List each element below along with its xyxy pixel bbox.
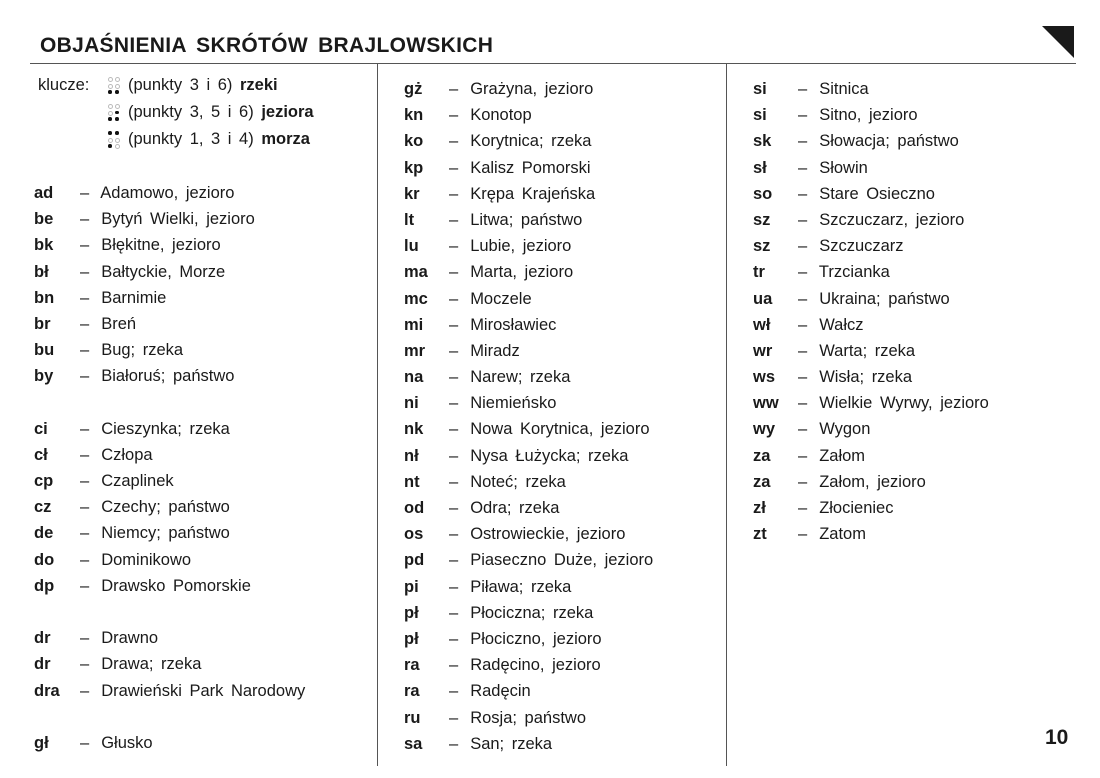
abbreviation-row — [404, 102, 653, 128]
abbreviation-row — [404, 469, 653, 495]
description: Piława; rzeka — [470, 577, 572, 596]
abbreviation: ww — [753, 394, 779, 413]
description: Bytyń Wielki, jezioro — [101, 210, 255, 229]
abbreviation: za — [753, 446, 771, 465]
abbreviation-row — [753, 233, 989, 259]
description: Mirosławiec — [470, 315, 557, 334]
dash: – — [449, 106, 459, 125]
braille-dot — [108, 131, 112, 135]
description: Wisła; rzeka — [819, 368, 913, 387]
abbreviation-row — [34, 573, 305, 599]
abbreviation: zł — [753, 499, 766, 517]
dash: – — [798, 446, 808, 465]
description: Warta; rzeka — [819, 341, 916, 360]
abbreviation: os — [404, 525, 424, 544]
description: San; rzeka — [470, 734, 553, 753]
dash: – — [798, 315, 808, 334]
abbreviation-row — [753, 521, 989, 547]
abbreviation: ma — [404, 263, 428, 282]
abbreviation: ad — [34, 184, 54, 202]
abbreviation: nk — [404, 420, 424, 439]
abbreviation: by — [34, 367, 54, 386]
abbreviation-row — [34, 442, 305, 468]
braille-empty-dot — [108, 77, 113, 82]
description: Błękitne, jezioro — [101, 236, 221, 255]
description: Sitno, jezioro — [819, 106, 918, 125]
description: Sitnica — [819, 80, 869, 98]
abbreviation: pd — [404, 551, 425, 570]
description: Rosja; państwo — [470, 708, 586, 727]
abbreviation-row — [34, 520, 305, 546]
column-divider-2 — [726, 64, 727, 766]
abbreviation-row — [753, 443, 989, 469]
dash: – — [80, 367, 90, 386]
dash: – — [449, 158, 459, 177]
dash: – — [798, 158, 808, 177]
description: Cieszynka; rzeka — [101, 419, 230, 438]
abbreviation: ws — [753, 368, 776, 387]
description: Odra; rzeka — [470, 499, 560, 517]
abbreviation-row — [34, 678, 305, 704]
abbreviation-row — [753, 102, 989, 128]
column-divider-1 — [377, 64, 378, 766]
abbreviation: mc — [404, 289, 428, 308]
abbreviation-row — [34, 651, 305, 677]
abbreviation: sa — [404, 734, 423, 753]
abbreviation: dp — [34, 576, 55, 595]
dash: – — [449, 629, 459, 648]
abbreviation-row — [753, 495, 989, 521]
braille-cell-icon — [108, 104, 120, 121]
abbreviation-row — [34, 494, 305, 520]
description: Słowin — [819, 158, 868, 177]
description: Wielkie Wyrwy, jezioro — [819, 394, 989, 413]
abbreviation: pi — [404, 577, 419, 596]
abbreviation-row — [753, 469, 989, 495]
dash: – — [449, 420, 459, 439]
abbreviation-row — [404, 312, 653, 338]
page-number: 10 — [1045, 726, 1069, 749]
abbreviation: de — [34, 524, 54, 543]
dash: – — [449, 289, 459, 308]
abbreviation-row — [404, 233, 653, 259]
abbreviation: gł — [34, 733, 49, 752]
braille-empty-dot — [108, 104, 113, 109]
abbreviation: nł — [404, 446, 419, 465]
abbreviation: wr — [753, 341, 773, 360]
dash: – — [80, 288, 90, 307]
abbreviation-row — [404, 731, 653, 757]
braille-empty-dot — [115, 104, 120, 109]
abbreviation: bk — [34, 236, 54, 255]
abbreviation-row — [404, 128, 653, 154]
abbreviation: cp — [34, 472, 54, 491]
description: Czechy; państwo — [101, 498, 230, 517]
abbreviation-row — [404, 443, 653, 469]
braille-empty-dot — [115, 144, 120, 149]
abbreviation-row — [753, 312, 989, 338]
dash: – — [80, 445, 90, 464]
description: Słowacja; państwo — [819, 132, 959, 151]
abbreviation-row — [34, 206, 305, 232]
dash: – — [449, 525, 459, 544]
abbreviation: ko — [404, 132, 424, 151]
dash: – — [798, 394, 808, 413]
description: Płociczna; rzeka — [470, 603, 594, 622]
dash: – — [449, 368, 459, 387]
abbreviation-row — [404, 259, 653, 285]
abbreviation-row — [34, 285, 305, 311]
abbreviation: lu — [404, 237, 419, 256]
key-label: klucze: — [38, 76, 90, 94]
abbreviation: br — [34, 314, 51, 333]
dash: – — [80, 210, 90, 229]
abbreviation-row — [404, 678, 653, 704]
dash: – — [798, 368, 808, 387]
dash: – — [449, 499, 459, 517]
abbreviation-row — [404, 76, 653, 102]
dash: – — [80, 314, 90, 333]
abbreviation: kp — [404, 158, 424, 177]
dash: – — [449, 472, 459, 491]
dash: – — [80, 419, 90, 438]
key-text: (punkty 1, 3 i 4) morza — [128, 130, 310, 148]
description: Ukraina; państwo — [819, 289, 950, 308]
abbreviation-row — [404, 390, 653, 416]
description: Nowa Korytnica, jezioro — [470, 420, 650, 439]
abbreviation-row — [34, 311, 305, 337]
abbreviation: pł — [404, 629, 419, 648]
abbreviation-row — [753, 155, 989, 181]
abbreviation: so — [753, 184, 773, 203]
description: Niemcy; państwo — [101, 524, 230, 543]
key-text: (punkty 3 i 6) rzeki — [128, 76, 278, 94]
description: Głusko — [101, 733, 153, 752]
abbreviation: za — [753, 472, 771, 491]
abbreviation: tr — [753, 263, 765, 282]
abbreviation: ni — [404, 394, 419, 413]
braille-dot — [115, 131, 119, 135]
dash: – — [798, 106, 808, 125]
description: Adamowo, jezioro — [100, 184, 235, 202]
abbreviation: ra — [404, 682, 420, 701]
abbreviation: sł — [753, 158, 767, 177]
description: Drawa; rzeka — [101, 655, 202, 674]
abbreviation: ru — [404, 708, 421, 727]
description: Załom, jezioro — [819, 472, 926, 491]
abbreviation-row — [753, 259, 989, 285]
abbreviation-row — [404, 155, 653, 181]
abbreviation-row — [753, 364, 989, 390]
dash: – — [80, 629, 90, 648]
dash: – — [80, 236, 90, 255]
abbreviation-row — [404, 652, 653, 678]
description: Dominikowo — [101, 550, 192, 569]
dash: – — [798, 80, 808, 98]
braille-empty-dot — [108, 138, 113, 143]
abbreviation: cł — [34, 445, 48, 464]
abbreviation-column-1 — [34, 180, 305, 756]
description: Niemieńsko — [470, 394, 557, 413]
description: Lubie, jezioro — [470, 237, 572, 256]
abbreviation-row — [753, 128, 989, 154]
description: Radęcino, jezioro — [470, 656, 601, 675]
abbreviation-column-3 — [753, 76, 989, 547]
braille-empty-dot — [115, 84, 120, 89]
abbreviation-row — [753, 416, 989, 442]
abbreviation: bł — [34, 262, 49, 281]
abbreviation: lt — [404, 210, 415, 229]
abbreviation: cz — [34, 498, 52, 517]
description: Drawno — [101, 629, 159, 648]
description: Kalisz Pomorski — [470, 158, 591, 177]
description: Noteć; rzeka — [470, 472, 566, 491]
abbreviation-row — [404, 207, 653, 233]
description: Złocieniec — [819, 499, 894, 517]
abbreviation: nt — [404, 472, 420, 491]
braille-cell-icon — [108, 77, 120, 94]
dash: – — [449, 577, 459, 596]
braille-empty-dot — [115, 77, 120, 82]
abbreviation-row — [753, 76, 989, 102]
dash: – — [449, 263, 459, 282]
abbreviation: kn — [404, 106, 424, 125]
abbreviation: bn — [34, 288, 55, 307]
abbreviation: na — [404, 368, 424, 387]
abbreviation-row — [34, 416, 305, 442]
description: Płociczno, jezioro — [470, 629, 602, 648]
braille-empty-dot — [108, 111, 113, 116]
spacer — [34, 704, 305, 730]
abbreviation-row — [753, 338, 989, 364]
abbreviation-row — [404, 338, 653, 364]
abbreviation: gż — [404, 80, 423, 98]
dash: – — [449, 210, 459, 229]
abbreviation-row — [404, 626, 653, 652]
abbreviation: si — [753, 106, 767, 125]
abbreviation-row — [404, 495, 653, 521]
description: Wałcz — [819, 315, 864, 334]
key-text: (punkty 3, 5 i 6) jeziora — [128, 103, 314, 121]
description: Nysa Łużycka; rzeka — [470, 446, 629, 465]
dash: – — [80, 681, 90, 700]
description: Stare Osieczno — [819, 184, 935, 203]
abbreviation-row — [404, 416, 653, 442]
abbreviation: be — [34, 210, 54, 229]
dash: – — [80, 655, 90, 674]
description: Ostrowieckie, jezioro — [470, 525, 626, 544]
page-title: OBJAŚNIENIA SKRÓTÓW BRAJLOWSKICH — [40, 34, 494, 57]
abbreviation-row — [34, 232, 305, 258]
abbreviation: do — [34, 550, 55, 569]
dash: – — [449, 184, 459, 203]
description: Krępa Krajeńska — [470, 184, 596, 203]
dash: – — [80, 184, 90, 202]
abbreviation: bu — [34, 341, 55, 360]
abbreviation-row — [404, 521, 653, 547]
abbreviation-row — [404, 181, 653, 207]
description: Szczuczarz, jezioro — [819, 210, 965, 229]
dash: – — [80, 472, 90, 491]
abbreviation-row — [34, 363, 305, 389]
dash: – — [798, 499, 808, 517]
abbreviation-row — [34, 259, 305, 285]
description: Grażyna, jezioro — [470, 80, 594, 98]
braille-dot — [115, 117, 119, 121]
description: Radęcin — [470, 682, 531, 701]
dash: – — [449, 603, 459, 622]
dash: – — [449, 682, 459, 701]
dash: – — [798, 237, 808, 256]
description: Konotop — [470, 106, 532, 125]
description: Człopa — [101, 445, 153, 464]
abbreviation: ua — [753, 289, 773, 308]
braille-empty-dot — [108, 84, 113, 89]
spacer — [34, 390, 305, 416]
corner-triangle-icon — [1042, 26, 1074, 58]
abbreviation: wy — [753, 420, 776, 439]
dash: – — [798, 289, 808, 308]
description: Białoruś; państwo — [101, 367, 235, 386]
description: Miradz — [470, 341, 520, 360]
description: Narew; rzeka — [470, 368, 571, 387]
dash: – — [449, 80, 459, 98]
abbreviation: wł — [753, 315, 771, 334]
abbreviation-row — [404, 364, 653, 390]
dash: – — [80, 524, 90, 543]
abbreviation-row — [753, 181, 989, 207]
dash: – — [798, 525, 808, 544]
dash: – — [449, 656, 459, 675]
description: Marta, jezioro — [470, 263, 574, 282]
description: Trzcianka — [818, 263, 890, 282]
dash: – — [449, 237, 459, 256]
description: Zatom — [819, 525, 866, 544]
abbreviation-row — [34, 730, 305, 756]
dash: – — [449, 551, 459, 570]
dash: – — [798, 184, 808, 203]
dash: – — [449, 708, 459, 727]
abbreviation-row — [34, 547, 305, 573]
abbreviation: si — [753, 80, 767, 98]
abbreviation-row — [404, 547, 653, 573]
dash: – — [80, 341, 90, 360]
abbreviation-row — [404, 705, 653, 731]
description: Drawsko Pomorskie — [101, 576, 251, 595]
abbreviation-row — [753, 207, 989, 233]
spacer — [34, 599, 305, 625]
dash: – — [798, 132, 808, 151]
description: Litwa; państwo — [470, 210, 583, 229]
abbreviation: od — [404, 499, 425, 517]
braille-dot — [115, 90, 119, 94]
dash: – — [80, 262, 90, 281]
braille-dot — [108, 90, 112, 94]
description: Korytnica; rzeka — [470, 132, 592, 151]
dash: – — [80, 733, 90, 752]
dash: – — [80, 576, 90, 595]
abbreviation-row — [753, 286, 989, 312]
description: Piaseczno Duże, jezioro — [470, 551, 654, 570]
dash: – — [449, 734, 459, 753]
abbreviation-row — [404, 574, 653, 600]
braille-dot — [108, 144, 112, 148]
abbreviation: dra — [34, 681, 60, 700]
abbreviation: mi — [404, 315, 424, 334]
dash: – — [798, 263, 808, 282]
description: Wygon — [819, 420, 871, 439]
braille-empty-dot — [115, 138, 120, 143]
abbreviation: kr — [404, 184, 420, 203]
description: Szczuczarz — [819, 237, 904, 256]
abbreviation: ci — [34, 419, 48, 438]
abbreviation: dr — [34, 655, 51, 674]
abbreviation: sz — [753, 237, 771, 256]
abbreviation: pł — [404, 603, 419, 622]
abbreviation-row — [34, 337, 305, 363]
abbreviation: mr — [404, 341, 426, 360]
description: Drawieński Park Narodowy — [101, 681, 306, 700]
dash: – — [798, 472, 808, 491]
description: Bałtyckie, Morze — [101, 262, 226, 281]
dash: – — [80, 498, 90, 517]
braille-dot — [115, 111, 119, 115]
dash: – — [449, 341, 459, 360]
dash: – — [449, 132, 459, 151]
braille-dot — [108, 117, 112, 121]
abbreviation: sz — [753, 210, 771, 229]
abbreviation-row — [34, 468, 305, 494]
description: Czaplinek — [101, 472, 174, 491]
abbreviation: sk — [753, 132, 772, 151]
dash: – — [798, 420, 808, 439]
description: Barnimie — [101, 288, 167, 307]
dash: – — [449, 446, 459, 465]
abbreviation-row — [34, 625, 305, 651]
dash: – — [798, 341, 808, 360]
dash: – — [449, 315, 459, 334]
abbreviation-row — [404, 286, 653, 312]
description: Moczele — [470, 289, 532, 308]
description: Breń — [101, 314, 137, 333]
abbreviation-column-2 — [404, 76, 653, 757]
braille-cell-icon — [108, 131, 120, 148]
description: Załom — [819, 446, 866, 465]
description: Bug; rzeka — [101, 341, 184, 360]
abbreviation: zt — [753, 525, 767, 544]
dash: – — [80, 550, 90, 569]
abbreviation-row — [753, 390, 989, 416]
dash: – — [798, 210, 808, 229]
abbreviation: ra — [404, 656, 420, 675]
dash: – — [449, 394, 459, 413]
abbreviation-row — [34, 180, 305, 206]
header-rule — [30, 63, 1076, 64]
abbreviation: dr — [34, 629, 51, 648]
abbreviation-row — [404, 600, 653, 626]
